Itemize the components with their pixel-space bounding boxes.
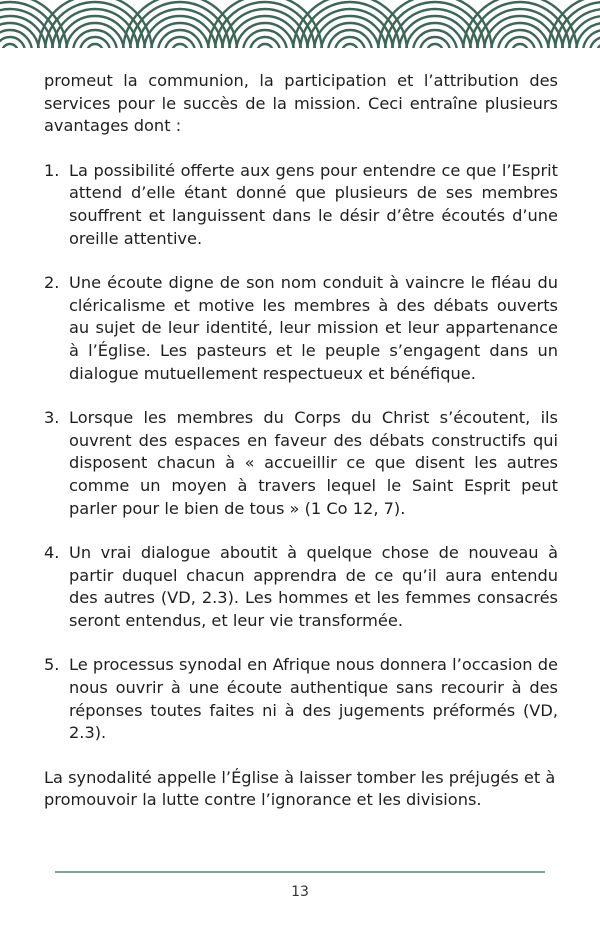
decor-arc bbox=[498, 30, 542, 48]
decor-arc bbox=[73, 30, 117, 48]
decor-arc bbox=[172, 44, 188, 48]
decor-arc bbox=[420, 37, 450, 48]
decor-arc bbox=[80, 37, 110, 48]
decor-arc bbox=[335, 37, 365, 48]
decor-arc bbox=[158, 30, 202, 48]
list-item bbox=[44, 160, 558, 250]
list-item bbox=[44, 654, 558, 744]
intro-paragraph: promeut la communion, la participation et l’attribution des services pour le succès de la mission. Ceci entraîne plusieurs avantages dont : bbox=[44, 71, 558, 136]
decor-arc bbox=[165, 37, 195, 48]
list-item-text: La possibilité offerte aux gens pour entendre ce que l’Esprit attend d’elle étant donné que plusieurs de ses membres souffrent et languissent dans le désir d’être écoutés d’une oreille attentive. bbox=[69, 160, 558, 248]
list-item-text: Une écoute digne de son nom conduit à vaincre le fléau du cléricalisme et motive les membres à des débats ouverts au sujet de leur identité, leur mission et leur appartenance à l’Église. Les pasteurs et le peuple s’engagent dans un dialogue mutuellement respectueux et bénéfique. bbox=[69, 273, 558, 383]
decor-arc bbox=[2, 44, 18, 48]
list-item bbox=[44, 407, 558, 520]
decor-arc bbox=[243, 30, 287, 48]
list-item-number: 5. bbox=[44, 655, 60, 675]
page-content bbox=[44, 70, 558, 812]
page-number: 13 bbox=[291, 884, 309, 900]
list-item-number: 4. bbox=[44, 543, 60, 563]
header-decoration bbox=[0, 0, 600, 48]
closing-paragraph: La synodalité appelle l’Église à laisser tomber les préjugés et à promouvoir la lutte contre l’ignorance et les divisions. bbox=[44, 767, 556, 810]
list-item bbox=[44, 542, 558, 632]
decor-arc bbox=[87, 44, 103, 48]
advantages-list bbox=[44, 160, 558, 745]
decor-arc bbox=[512, 44, 528, 48]
list-item-text: Lorsque les membres du Corps du Christ s’écoutent, ils ouvrent des espaces en faveur des débats constructifs qui disposent chacun à « accueillir ce que disent les autres comme un moyen à travers lequel le Saint Esprit peut parler pour le bien de tous » (1 Co 12, 7). bbox=[69, 408, 558, 518]
decor-arc bbox=[328, 30, 372, 48]
decor-arc bbox=[250, 37, 280, 48]
decor-arc bbox=[427, 44, 443, 48]
decor-arc bbox=[505, 37, 535, 48]
decor-arc bbox=[413, 30, 457, 48]
list-item-number: 3. bbox=[44, 408, 60, 428]
concentric-arcs-icon bbox=[0, 0, 600, 48]
list-item-number: 1. bbox=[44, 160, 60, 180]
list-item-number: 2. bbox=[44, 273, 60, 293]
footer-divider bbox=[55, 871, 545, 873]
list-item-text: Un vrai dialogue aboutit à quelque chose de nouveau à partir duquel chacun apprendra de ce qu’il aura entendu des autres (VD, 2.3). Les hommes et les femmes consacrés seront entendus, et leur vie transformée. bbox=[69, 543, 558, 630]
decor-arc bbox=[257, 44, 273, 48]
decor-arc bbox=[342, 44, 358, 48]
list-item-text: Le processus synodal en Afrique nous donnera l’occasion de nous ouvrir à une écoute authentique sans recourir à des réponses toutes faites ni à des jugements préformés (VD, 2.3). bbox=[69, 655, 558, 743]
list-item bbox=[44, 272, 558, 385]
